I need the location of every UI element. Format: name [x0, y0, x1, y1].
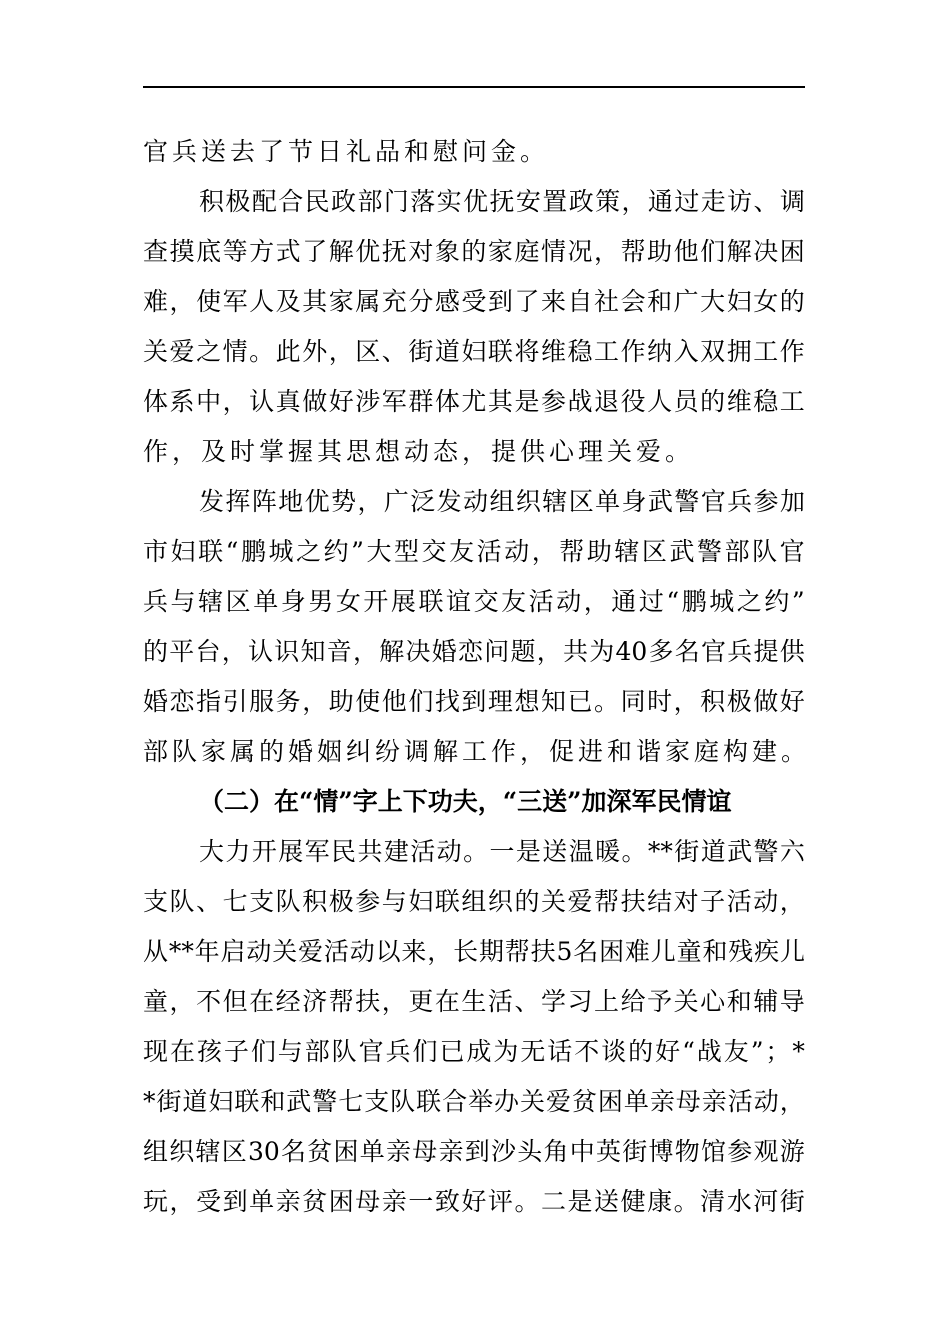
text-line: 支 队 、 七 支 队 积 极 参 与 妇 联 组 织 的 关 爱 帮 扶 结 对 子 活 动 ，: [143, 887, 805, 916]
text-line: 从 ** 年 启 动 关 爱 活 动 以 来 ， 长 期 帮 扶 5 名 困 难 儿 童 和 残 疾 儿: [143, 937, 805, 966]
document-body: [143, 127, 811, 1227]
text-line: 市 妇 联 “ 鹏 城 之 约 ” 大 型 交 友 活 动 ， 帮 助 辖 区 武 警 部 队 官: [143, 537, 805, 566]
text-line: 玩 ， 受 到 单 亲 贫 困 母 亲 一 致 好 评 。 二 是 送 健 康 。 清 水 河 街: [143, 1187, 805, 1216]
text-line: 婚 恋 指 引 服 务 ， 助 使 他 们 找 到 理 想 知 已 。 同 时 ， 积 极 做 好: [143, 687, 805, 716]
text-line: 难 ， 使 军 人 及 其 家 属 充 分 感 受 到 了 来 自 社 会 和 广 大 妇 女 的: [143, 287, 805, 316]
text-line: 关 爱 之 情 。 此 外 ， 区 、 街 道 妇 联 将 维 稳 工 作 纳 入 双 拥 工 作: [143, 337, 805, 366]
text-line: 组 织 辖 区 30 名 贫 困 单 亲 母 亲 到 沙 头 角 中 英 街 博 物 馆 参 观 游: [143, 1137, 805, 1166]
text-line: 查 摸 底 等 方 式 了 解 优 抚 对 象 的 家 庭 情 况 ， 帮 助 他 们 解 决 困: [143, 237, 805, 266]
text-line: 官兵送去了节日礼品和慰问金。: [143, 137, 550, 166]
text-line: 兵 与 辖 区 单 身 男 女 开 展 联 谊 交 友 活 动 ， 通 过 “ 鹏 城 之 约 ”: [143, 587, 805, 616]
text-line: 大 力 开 展 军 民 共 建 活 动 。 一 是 送 温 暖 。 ** 街 道 武 警 六: [199, 837, 805, 866]
text-line: 童 ， 不 但 在 经 济 帮 扶 ， 更 在 生 活 、 学 习 上 给 予 关 心 和 辅 导: [143, 987, 805, 1016]
text-line: 作，及时掌握其思想动态，提供心理关爱。: [143, 437, 695, 466]
text-line: 的 平 台 ， 认 识 知 音 ， 解 决 婚 恋 问 题 ， 共 为 40 多 名 官 兵 提 供: [143, 637, 805, 666]
text-line: 部队家属的婚姻纠纷调解工作，促进和谐家庭构建。: [143, 737, 811, 766]
header-rule: [143, 86, 805, 88]
text-line: 发 挥 阵 地 优 势 ， 广 泛 发 动 组 织 辖 区 单 身 武 警 官 兵 参 加: [199, 487, 805, 516]
text-line: 体 系 中 ， 认 真 做 好 涉 军 群 体 尤 其 是 参 战 退 役 人 员 的 维 稳 工: [143, 387, 805, 416]
section-heading: （二）在“情”字上下功夫，“三送”加深军民情谊: [199, 787, 732, 816]
text-line: * 街 道 妇 联 和 武 警 七 支 队 联 合 举 办 关 爱 贫 困 单 亲 母 亲 活 动 ，: [143, 1087, 805, 1116]
text-line: 现 在 孩 子 们 与 部 队 官 兵 们 已 成 为 无 话 不 谈 的 好 “ 战 友 ” ； *: [143, 1037, 805, 1066]
text-line: 积 极 配 合 民 政 部 门 落 实 优 抚 安 置 政 策 ， 通 过 走 访 、 调: [199, 187, 805, 216]
